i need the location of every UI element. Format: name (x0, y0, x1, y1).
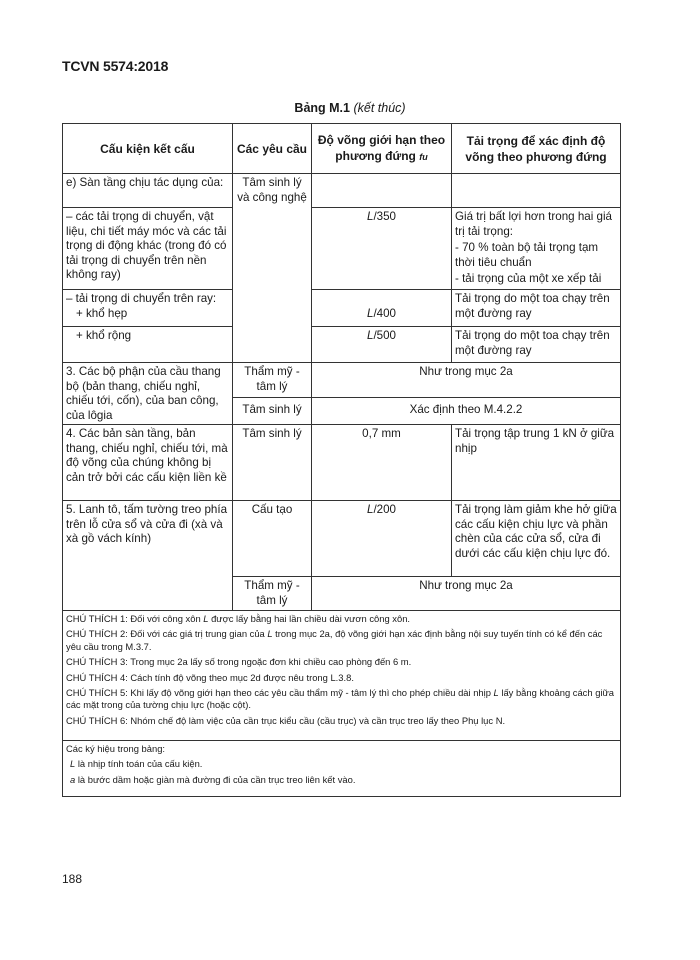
row-e2a-label: – tải trọng di chuyển trên ray: + khổ hẹp (62, 289, 233, 327)
note-2: CHÚ THÍCH 2: Đối với các giá trị trung gian của L trong mục 2a, độ võng giới hạn xác định bằng nội suy tuyến tính có kể đến các yêu cầu trong M.3.7. (66, 628, 603, 652)
row-5b-requirement: Thẩm mỹ - tâm lý (232, 576, 312, 611)
row-e2b-limit: L/500 (311, 326, 452, 363)
row-e-requirement: Tâm sinh lý và công nghệ (232, 173, 312, 363)
note-1: CHÚ THÍCH 1: Đối với công xôn L được lấy bằng hai lần chiều dài vươn công xôn. (66, 613, 411, 624)
deflection-table (63, 124, 621, 797)
col-header-component: Cấu kiện kết cấu (62, 123, 233, 174)
row-e1-limit: L/350 (311, 207, 452, 290)
note-5: CHÚ THÍCH 5: Khi lấy độ võng giới hạn theo các yêu cầu thẩm mỹ - tâm lý thì cho phép chiều dài nhịp L lấy bằng khoảng cách giữa các mặt trong của tường chịu lực (hoặc cột). (66, 687, 614, 711)
row-5a-load: Tải trọng làm giảm khe hở giữa các cấu kiện chịu lực và phần chèn của các cửa sổ, cửa đi dưới các cấu kiện chịu lực đó. (451, 500, 621, 577)
row-5a-requirement: Cấu tạo (232, 500, 312, 577)
row-e2b-load: Tải trọng do một toa chạy trên một đường ray (451, 326, 621, 363)
row-4-requirement: Tâm sinh lý (232, 424, 312, 501)
caption-title: Bảng M.1 (294, 101, 350, 115)
col-header-requirements: Các yêu cầu (232, 123, 312, 174)
row-4-limit: 0,7 mm (311, 424, 452, 501)
row-3a-value: Như trong mục 2a (311, 362, 621, 398)
row-3-label: 3. Các bộ phận của cầu thang bộ (bản thang, chiếu nghỉ, chiếu tới, cốn), của ban công, của lôgia (62, 362, 233, 425)
legend-title: Các ký hiệu trong bảng: (66, 743, 166, 754)
row-e2a-limit: L/400 (311, 289, 452, 327)
note-4: CHÚ THÍCH 4: Cách tính độ võng theo mục 2d được nêu trong L.3.8. (66, 671, 354, 683)
row-e-label: e) Sàn tầng chịu tác dụng của: (62, 173, 233, 208)
fu-symbol: fu (419, 152, 428, 162)
row-5b-value: Như trong mục 2a (311, 576, 621, 611)
legend-item-L: L là nhịp tính toán của cấu kiện. (70, 758, 203, 770)
row-e-limit-empty (311, 173, 452, 208)
col-header-load: Tải trọng để xác định độ võng theo phương đứng (451, 123, 621, 174)
row-3b-value: Xác định theo M.4.2.2 (311, 397, 621, 425)
standard-id: TCVN 5574:2018 (62, 58, 169, 74)
page-number: 188 (62, 872, 83, 886)
row-4-load: Tải trọng tập trung 1 kN ở giữa nhịp (451, 424, 621, 501)
row-4-label: 4. Các bản sàn tầng, bản thang, chiếu nghỉ, chiếu tới, mà độ võng của chúng không bị cản trở bởi các cấu kiện liền kề (62, 424, 233, 501)
row-3a-requirement: Thẩm mỹ - tâm lý (232, 362, 312, 398)
note-6: CHÚ THÍCH 6: Nhóm chế độ làm việc của cần trục kiểu cầu (cầu trục) và cần trục treo lấy theo Phụ lục N. (66, 714, 506, 726)
col-header-limit: Độ võng giới hạn theo phương đứng fu (311, 123, 452, 174)
row-e1-load: Giá trị bất lợi hơn trong hai giá trị tải trọng: - 70 % toàn bộ tải trọng tạm thời tiêu chuẩn - tải trọng của một xe xếp tải (451, 207, 621, 290)
notes-box (62, 610, 621, 741)
row-e-load-empty (451, 173, 621, 208)
note-3: CHÚ THÍCH 3: Trong mục 2a lấy số trong ngoặc đơn khi chiều cao phòng đến 6 m. (66, 656, 412, 668)
row-5a-limit: L/200 (311, 500, 452, 577)
table-caption (0, 101, 700, 115)
row-e2a-load: Tải trọng do một toa chạy trên một đường ray (451, 289, 621, 327)
legend-box (62, 740, 621, 797)
legend-item-a: a là bước dầm hoặc giàn mà đường đi của cần trục treo liên kết vào. (70, 773, 356, 785)
row-5-label: 5. Lanh tô, tấm tường treo phía trên lỗ cửa sổ và cửa đi (xà và xà gồ vách kính) (62, 500, 233, 611)
caption-subtitle: (kết thúc) (353, 101, 406, 115)
row-3b-requirement: Tâm sinh lý (232, 397, 312, 425)
row-e2b-label: + khổ rộng (62, 326, 233, 363)
row-e1-label: – các tải trọng di chuyển, vật liệu, chi tiết máy móc và các tải trọng di động khác (trong đó có tải trọng di chuyển trên nền không ray) (62, 207, 233, 290)
